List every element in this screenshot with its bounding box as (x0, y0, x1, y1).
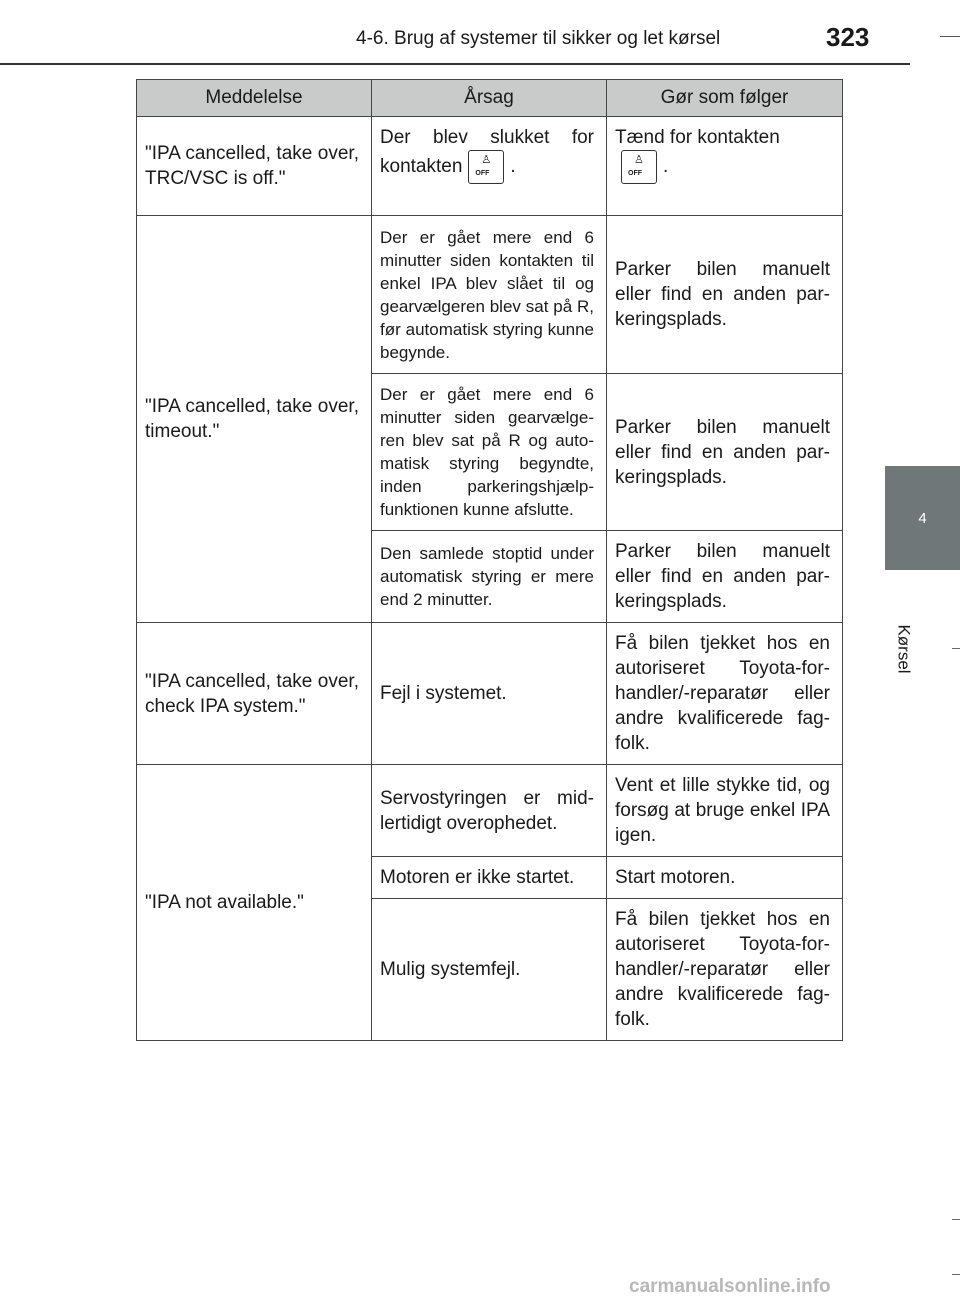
action-cell: Få bilen tjekket hos en autoriseret Toyota-forhandler/-reparatør eller andre kvalificerede fagfolk. (607, 899, 843, 1041)
cause-cell: Mulig systemfejl. (372, 899, 607, 1041)
column-header-action: Gør som følger (607, 80, 843, 117)
ipa-switch-icon (621, 150, 657, 184)
person-icon: ♙ (481, 154, 492, 166)
message-cell: "IPA not available." (137, 765, 372, 1041)
cause-text: Der blev slukket for kontakten (380, 127, 594, 178)
table-row (137, 623, 843, 765)
message-cell: "IPA cancelled, take over, timeout." (137, 216, 372, 623)
chapter-label-container (884, 614, 924, 684)
message-cell: "IPA cancelled, take over, check IPA system." (137, 623, 372, 765)
chapter-tab (885, 466, 960, 570)
action-cell: Få bilen tjekket hos en autoriseret Toyota-forhandler/-reparatør eller andre kvalificerede fagfolk. (607, 623, 843, 765)
switch-off-label: OFF (475, 170, 490, 177)
column-header-cause: Årsag (372, 80, 607, 117)
cause-cell: Der er gået mere end 6 minutter siden kontakten til enkel IPA blev slået til og gearvælgeren blev sat på R, før automatisk styring kunne begynde. (372, 216, 607, 374)
page-number: 323 (826, 22, 870, 52)
crop-mark (952, 1274, 960, 1275)
cause-cell: Servostyringen er midlertidigt overophedet. (372, 765, 607, 857)
header-rule (0, 63, 910, 65)
table-row (137, 216, 843, 374)
table-row (137, 117, 843, 216)
cause-cell (372, 117, 607, 216)
action-text: Tænd for kontakten (615, 127, 780, 148)
action-cell: Parker bilen manuelt eller find en anden parkeringsplads. (607, 374, 843, 531)
action-cell: Start motoren. (607, 857, 843, 899)
cause-cell: Der er gået mere end 6 minutter siden gearvælgeren blev sat på R og automatisk styring begyndte, inden parkeringshjælpfunktionen kunne afslutte. (372, 374, 607, 531)
table-row (137, 765, 843, 857)
table-header-row (137, 80, 843, 117)
chapter-number: 4 (918, 509, 927, 527)
chapter-label: Kørsel (895, 624, 914, 674)
cause-cell: Fejl i systemet. (372, 623, 607, 765)
action-end: . (663, 156, 669, 178)
message-table (136, 79, 843, 1041)
switch-off-label: OFF (628, 170, 642, 177)
person-icon: ♙ (634, 154, 644, 166)
ipa-switch-icon (468, 150, 504, 184)
crop-mark (952, 1219, 960, 1220)
cause-cell: Motoren er ikke startet. (372, 857, 607, 899)
watermark: carmanualsonline.info (629, 1276, 831, 1297)
action-cell: Vent et lille stykke tid, og forsøg at bruge enkel IPA igen. (607, 765, 843, 857)
column-header-message: Meddelelse (137, 80, 372, 117)
action-cell (607, 117, 843, 216)
crop-mark (952, 648, 960, 649)
message-cell: "IPA cancelled, take over, TRC/VSC is off." (137, 117, 372, 216)
section-title: 4-6. Brug af systemer til sikker og let kørsel (356, 28, 721, 49)
cause-cell: Den samlede stoptid under automatisk styring er mere end 2 minutter. (372, 531, 607, 623)
action-cell: Parker bilen manuelt eller find en anden parkeringsplads. (607, 531, 843, 623)
action-cell: Parker bilen manuelt eller find en anden parkeringsplads. (607, 216, 843, 374)
cause-end: . (510, 156, 516, 178)
crop-mark (940, 36, 960, 37)
